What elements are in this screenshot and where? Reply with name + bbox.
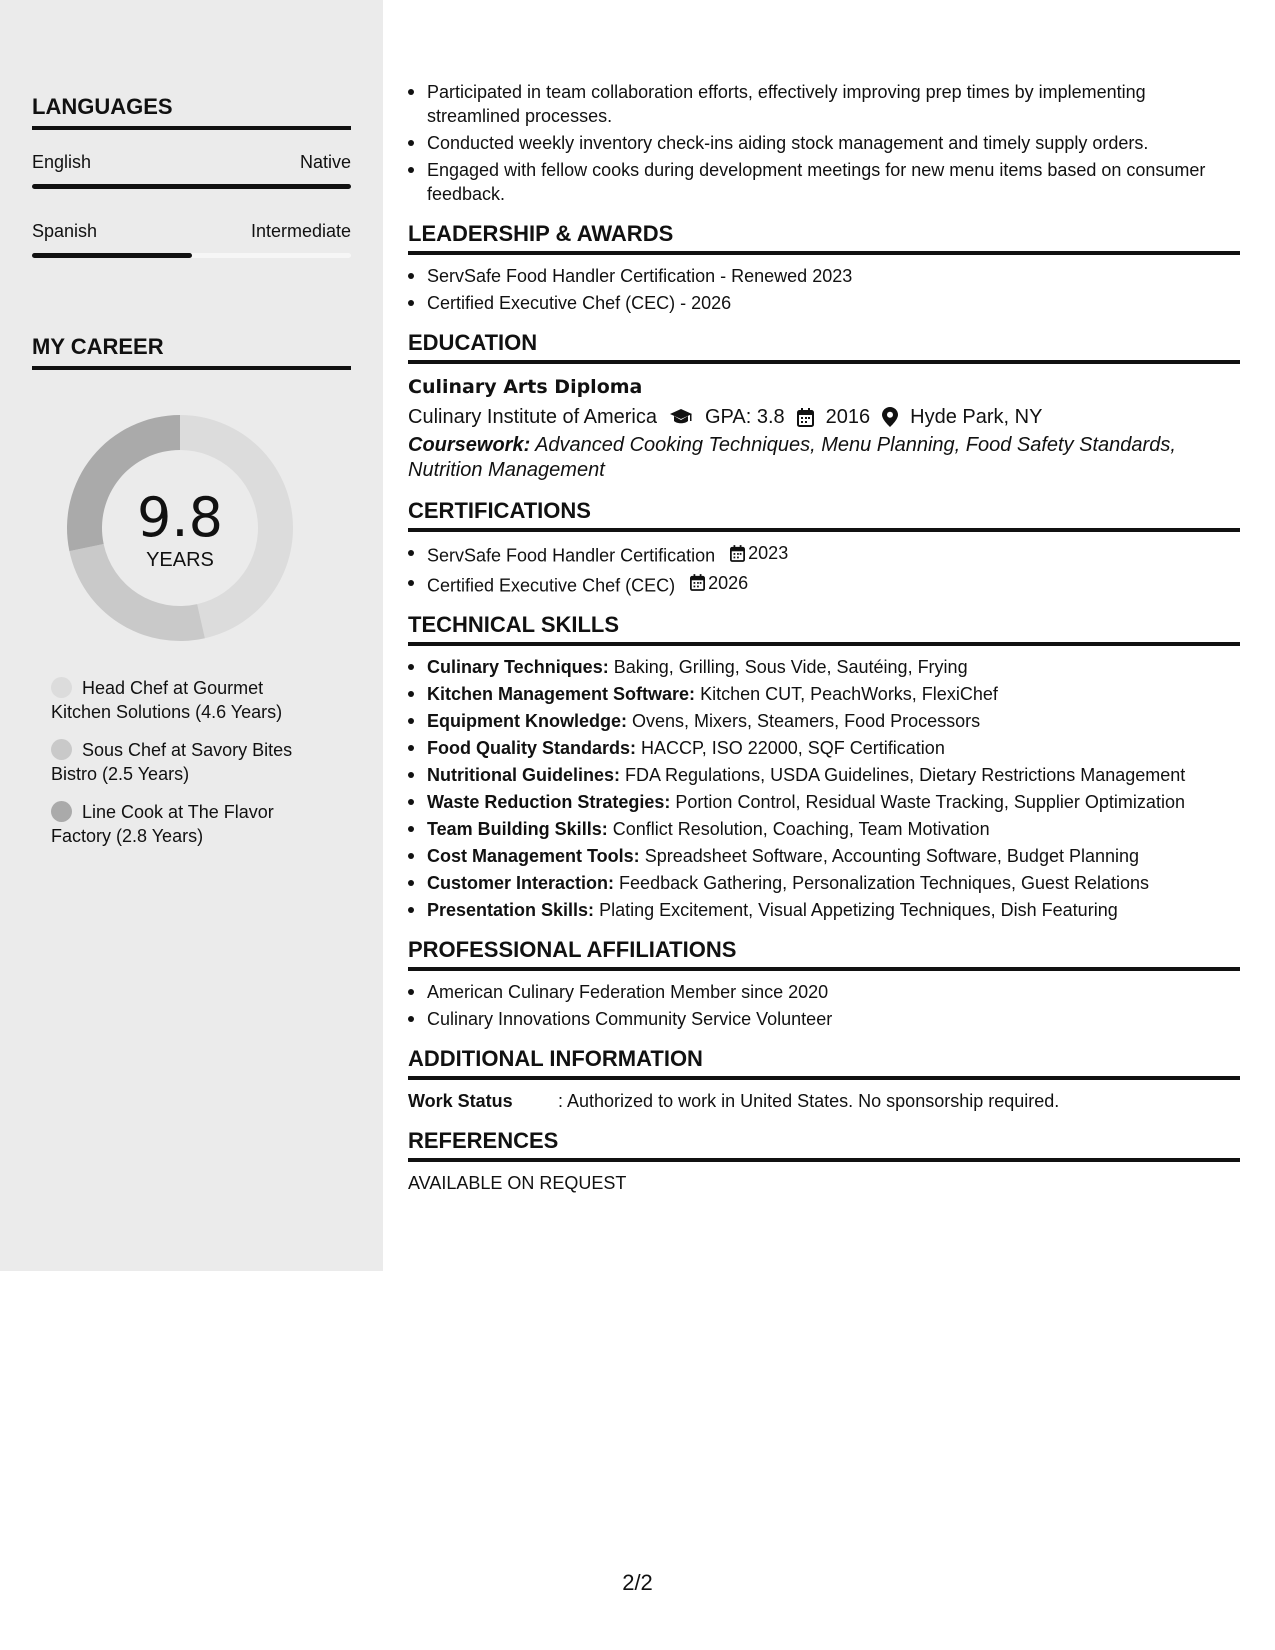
skill-label: Presentation Skills:	[427, 900, 595, 920]
career-total-unit: YEARS	[146, 549, 214, 571]
list-item	[408, 541, 1240, 568]
language-row-spanish	[32, 221, 351, 242]
skill-item	[408, 898, 1240, 922]
skill-value: Portion Control, Residual Waste Tracking, Supplier Optimization	[675, 792, 1185, 812]
skill-value: Baking, Grilling, Sous Vide, Sautéing, Frying	[613, 657, 968, 677]
certification-name: ServSafe Food Handler Certification	[427, 545, 716, 566]
language-level: Intermediate	[250, 221, 351, 241]
education-year: 2016	[825, 406, 871, 428]
skill-label: Kitchen Management Software:	[427, 684, 696, 704]
skill-label: Waste Reduction Strategies:	[427, 792, 671, 812]
additional-info-heading: ADDITIONAL INFORMATION	[408, 1046, 1240, 1080]
legend-label: Line Cook at The Flavor Factory (2.8 Years)	[51, 802, 274, 846]
skill-value: Conflict Resolution, Coaching, Team Motivation	[612, 819, 990, 839]
education-heading: EDUCATION	[408, 330, 1240, 364]
work-status-row	[408, 1089, 1240, 1113]
skill-item	[408, 844, 1240, 868]
list-item: ServSafe Food Handler Certification - Renewed 2023	[408, 264, 1240, 288]
career-legend-item	[51, 738, 311, 786]
technical-skills-list	[408, 655, 1240, 922]
language-row-english	[32, 152, 351, 173]
skill-label: Equipment Knowledge:	[427, 711, 627, 731]
language-bar-fill	[32, 253, 192, 258]
skill-label: Team Building Skills:	[427, 819, 608, 839]
certifications-heading: CERTIFICATIONS	[408, 498, 1240, 532]
skill-label: Cost Management Tools:	[427, 846, 640, 866]
work-status-label: Work Status	[408, 1091, 513, 1111]
languages-heading: LANGUAGES	[32, 94, 351, 130]
skill-item	[408, 817, 1240, 841]
certification-year-wrap	[730, 541, 788, 565]
skill-label: Customer Interaction:	[427, 873, 615, 893]
skill-value: Kitchen CUT, PeachWorks, FlexiChef	[700, 684, 998, 704]
skill-item	[408, 790, 1240, 814]
leadership-list	[408, 264, 1240, 315]
certification-year: 2026	[708, 572, 749, 593]
skill-label: Culinary Techniques:	[427, 657, 609, 677]
career-total-value: 9.8	[137, 486, 223, 549]
skill-item	[408, 709, 1240, 733]
list-item: Culinary Innovations Community Service Volunteer	[408, 1007, 1240, 1031]
sidebar	[0, 0, 383, 1271]
skill-value: Spreadsheet Software, Accounting Software, Budget Planning	[644, 846, 1140, 866]
education-coursework	[408, 433, 1240, 483]
language-bar-english	[32, 184, 351, 189]
language-name: English	[32, 152, 92, 172]
skill-item	[408, 871, 1240, 895]
coursework-text: Advanced Cooking Techniques, Menu Planning, Food Safety Standards, Nutrition Management	[408, 434, 1176, 481]
calendar-icon	[690, 574, 705, 591]
calendar-icon	[730, 545, 745, 562]
language-level: Native	[299, 152, 351, 172]
main-content	[408, 80, 1240, 1195]
skill-value: Plating Excitement, Visual Appetizing Techniques, Dish Featuring	[599, 900, 1118, 920]
skill-item	[408, 655, 1240, 679]
education-gpa: GPA: 3.8	[705, 406, 785, 428]
legend-dot	[51, 677, 72, 698]
list-item: Engaged with fellow cooks during development meetings for new menu items based on consumer feedback.	[408, 158, 1240, 206]
calendar-icon	[797, 408, 814, 427]
education-details	[408, 401, 1240, 433]
references-heading: REFERENCES	[408, 1128, 1240, 1162]
legend-dot	[51, 739, 72, 760]
list-item: Conducted weekly inventory check-ins aiding stock management and timely supply orders.	[408, 131, 1240, 155]
skill-value: Ovens, Mixers, Steamers, Food Processors	[632, 711, 981, 731]
career-heading: MY CAREER	[32, 334, 351, 370]
skill-item	[408, 736, 1240, 760]
coursework-label: Coursework:	[408, 434, 531, 456]
skill-label: Food Quality Standards:	[427, 738, 637, 758]
map-pin-icon	[882, 407, 898, 427]
career-legend-item	[51, 800, 311, 848]
leadership-heading: LEADERSHIP & AWARDS	[408, 221, 1240, 255]
education-school: Culinary Institute of America	[408, 406, 657, 428]
affiliations-list	[408, 980, 1240, 1031]
language-bar-spanish	[32, 253, 351, 258]
list-item: Participated in team collaboration efforts, effectively improving prep times by implementing streamlined processes.	[408, 80, 1240, 128]
skill-value: HACCP, ISO 22000, SQF Certification	[641, 738, 945, 758]
language-name: Spanish	[32, 221, 98, 241]
education-degree: Culinary Arts Diploma	[408, 376, 643, 398]
certification-year: 2023	[748, 543, 789, 563]
skill-value: Feedback Gathering, Personalization Techniques, Guest Relations	[619, 873, 1150, 893]
legend-label: Sous Chef at Savory Bites Bistro (2.5 Years)	[51, 740, 293, 784]
affiliations-heading: PROFESSIONAL AFFILIATIONS	[408, 937, 1240, 971]
certification-name: Certified Executive Chef (CEC)	[427, 575, 676, 595]
career-legend	[51, 676, 311, 862]
language-bar-fill	[32, 184, 351, 189]
skill-item	[408, 682, 1240, 706]
certification-year-wrap	[690, 571, 748, 595]
skill-label: Nutritional Guidelines:	[427, 765, 621, 785]
education-location: Hyde Park, NY	[910, 406, 1043, 428]
list-item: Certified Executive Chef (CEC) - 2026	[408, 291, 1240, 315]
legend-dot	[51, 801, 72, 822]
page-number: 2/2	[622, 1570, 653, 1595]
list-item: American Culinary Federation Member since 2020	[408, 980, 1240, 1004]
references-text: AVAILABLE ON REQUEST	[408, 1173, 627, 1193]
skill-item	[408, 763, 1240, 787]
career-legend-item	[51, 676, 311, 724]
graduation-cap-icon	[669, 408, 693, 426]
list-item	[408, 571, 1240, 598]
skill-value: FDA Regulations, USDA Guidelines, Dietary Restrictions Management	[625, 765, 1186, 785]
technical-skills-heading: TECHNICAL SKILLS	[408, 612, 1240, 646]
work-status-value: : Authorized to work in United States. No sponsorship required.	[558, 1091, 1060, 1111]
experience-bullets	[408, 80, 1240, 206]
certifications-list	[408, 541, 1240, 597]
legend-label: Head Chef at Gourmet Kitchen Solutions (4.6 Years)	[51, 678, 283, 722]
